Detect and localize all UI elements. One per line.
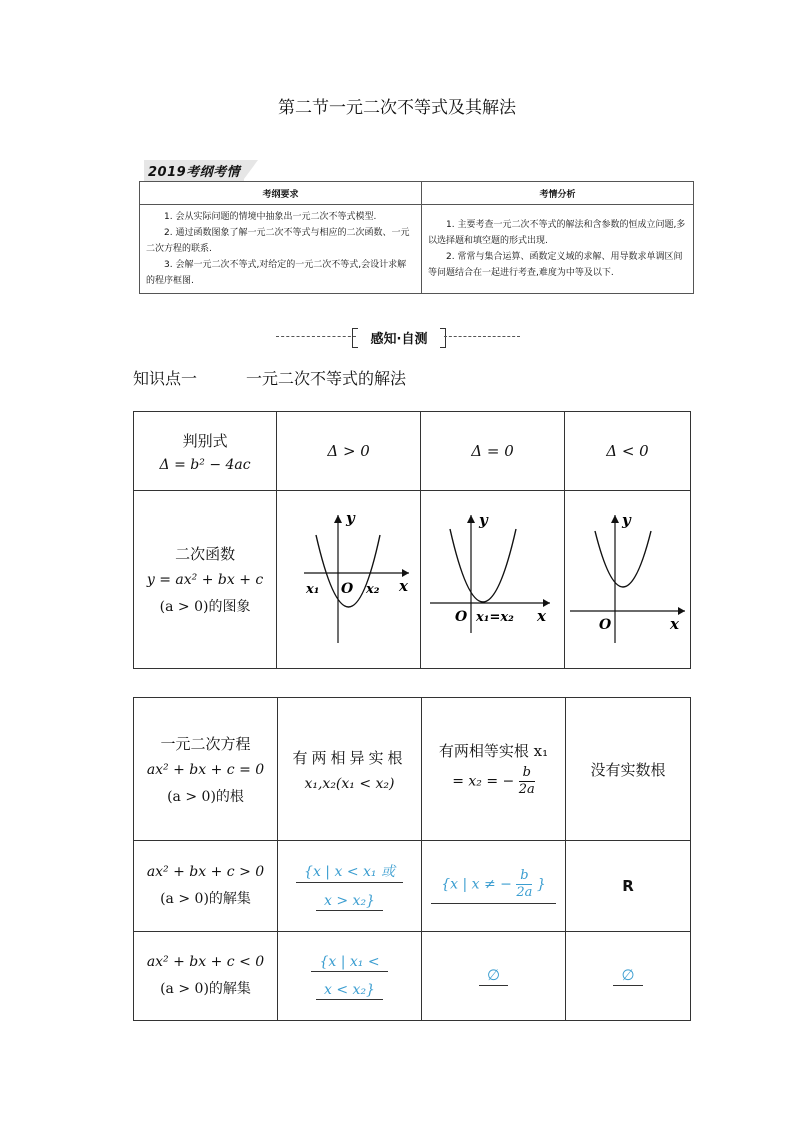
root-x1-label: x₁: [305, 581, 320, 597]
equation-condition: (a > 0)的根: [167, 788, 244, 805]
axis-y-label: y: [479, 510, 488, 529]
quadratic-graph-head: [134, 491, 277, 669]
equation-head: [134, 698, 278, 841]
gt-solution-double-prefix: {x | x ≠ −: [441, 876, 512, 893]
section-divider: [276, 328, 521, 348]
gt-solution-double-frac-num: b: [516, 868, 532, 885]
origin-label: O: [455, 608, 468, 625]
syllabus-col2-header: 考情分析: [422, 182, 694, 205]
quadratic-condition: (a > 0)的图象: [159, 599, 251, 615]
gt-solution-double: [422, 841, 566, 932]
empty-set-symbol: ∅: [479, 966, 508, 986]
greater-than-formula: ax² + bx + c > 0: [146, 864, 265, 880]
two-distinct-roots-formula: x₁,x₂(x₁ < x₂): [304, 775, 395, 792]
lt-solution-distinct: [278, 932, 422, 1021]
axis-x-label: x: [398, 576, 408, 595]
discriminant-table: [133, 411, 691, 669]
syllabus-requirements: [140, 205, 422, 294]
discriminant-formula: Δ = b² − 4ac: [159, 456, 251, 473]
double-root-frac-num: b: [519, 765, 535, 782]
gt-solution-distinct-line1: {x | x < x₁ 或: [296, 861, 403, 883]
syllabus-analysis: [422, 205, 694, 294]
knowledge-point-title: 一元二次不等式的解法: [246, 369, 407, 388]
analysis-2: 2. 常常与集合运算、函数定义域的求解、用导数求单调区间等问题结合在一起进行考查,难度为中等及以下.: [428, 252, 683, 278]
lt-solution-double: [422, 932, 566, 1021]
gt-solution-none: R: [566, 841, 691, 932]
equation-formula: ax² + bx + c = 0: [146, 761, 265, 778]
empty-set-symbol: ∅: [613, 966, 642, 986]
quadratic-label: 二次函数: [175, 545, 236, 563]
requirement-2: 2. 通过函数图象了解一元二次不等式与相应的二次函数、一元二次方程的联系.: [146, 228, 410, 254]
graph-two-roots: [277, 491, 421, 669]
axis-x-label: x: [670, 614, 679, 633]
analysis-1: 1. 主要考查一元二次不等式的解法和含参数的恒成立问题,多以选择题和填空题的形式出现.: [428, 220, 686, 246]
syllabus-table: [139, 181, 694, 294]
roots-solutions-table: [133, 697, 691, 1021]
less-than-head: [134, 932, 278, 1021]
lt-solution-none: [566, 932, 691, 1021]
greater-than-condition: (a > 0)的解集: [160, 891, 251, 907]
gt-solution-distinct-line2: x > x₂}: [316, 893, 383, 911]
requirement-3: 3. 会解一元二次不等式,对给定的一元二次不等式,会设计求解的程序框图.: [146, 260, 407, 286]
axis-y-label: y: [622, 510, 631, 529]
equation-label: 一元二次方程: [160, 734, 251, 753]
gt-solution-double-suffix: }: [536, 876, 546, 893]
double-root: [422, 698, 566, 841]
discriminant-label: 判别式: [182, 431, 228, 450]
two-distinct-roots-text: 有两相异实根: [292, 748, 407, 767]
lt-solution-distinct-line1: {x | x₁ <: [311, 954, 387, 972]
less-than-condition: (a > 0)的解集: [160, 981, 251, 997]
two-distinct-roots: [278, 698, 422, 841]
delta-zero: Δ = 0: [421, 412, 565, 491]
discriminant-head: [134, 412, 277, 491]
graph-no-roots: [565, 491, 691, 669]
requirement-1: 1. 会从实际问题的情境中抽象出一元二次不等式模型.: [164, 212, 377, 222]
gt-solution-distinct: [278, 841, 422, 932]
section-label: 感知·自测: [370, 332, 428, 347]
double-root-label: x₁=x₂: [476, 609, 514, 625]
axis-y-label: y: [345, 508, 355, 527]
axis-x-label: x: [537, 606, 546, 625]
delta-negative: Δ < 0: [565, 412, 691, 491]
syllabus-col1-header: 考纲要求: [140, 182, 422, 205]
delta-positive: Δ > 0: [277, 412, 421, 491]
less-than-formula: ax² + bx + c < 0: [146, 954, 265, 970]
origin-label: O: [599, 616, 612, 633]
no-real-roots: 没有实数根: [566, 698, 691, 841]
double-root-frac-den: 2a: [518, 782, 535, 797]
gt-solution-double-frac-den: 2a: [516, 885, 533, 900]
root-x2-label: x₂: [365, 581, 380, 597]
knowledge-point-label: 知识点一: [133, 369, 198, 388]
page-title: 第二节一元二次不等式及其解法: [278, 98, 516, 118]
lt-solution-distinct-line2: x < x₂}: [316, 982, 383, 1000]
greater-than-head: [134, 841, 278, 932]
double-root-formula-prefix: = x₂ = −: [452, 773, 515, 790]
origin-label: O: [340, 580, 353, 597]
double-root-text: 有两相等实根 x₁: [438, 742, 549, 760]
quadratic-formula: y = ax² + bx + c: [146, 572, 264, 588]
graph-double-root: [421, 491, 565, 669]
syllabus-tag: 2019考纲考情: [144, 160, 244, 181]
